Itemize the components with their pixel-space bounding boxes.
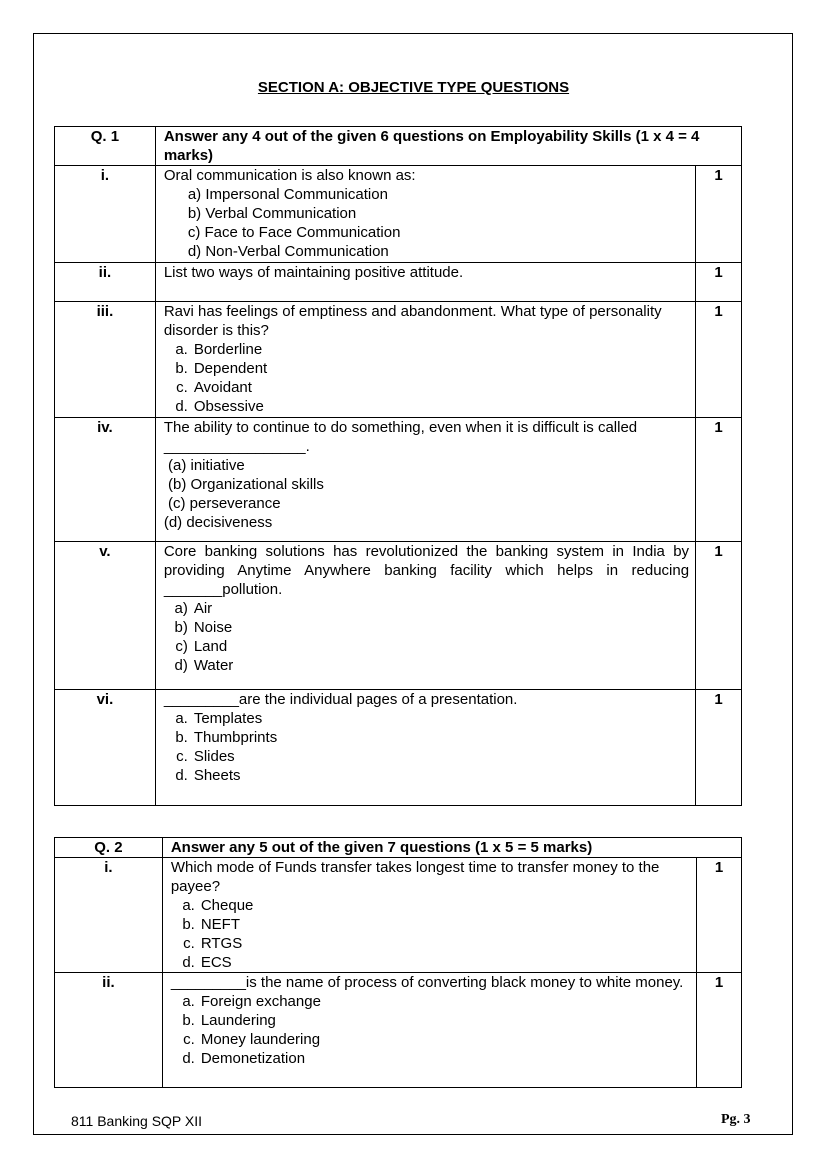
question-number: Q. 1: [55, 127, 156, 166]
option-letter: d.: [182, 954, 195, 971]
question-2-table: [54, 837, 742, 1088]
option: b) Verbal Communication: [187, 205, 357, 222]
table-row: [55, 302, 742, 418]
option-letter: d.: [175, 767, 188, 784]
question-text: The ability to continue to do something, even when it is difficult is called _________________.: [163, 419, 638, 455]
option: [164, 359, 695, 378]
item-number: v.: [55, 542, 156, 690]
option-letter: c.: [183, 1031, 195, 1048]
item-number: ii.: [55, 263, 156, 302]
option: [164, 378, 695, 397]
item-number: vi.: [55, 690, 156, 806]
option-text: Avoidant: [193, 379, 252, 396]
marks: 1: [697, 858, 742, 973]
table-row: [55, 418, 742, 542]
option-text: Water: [193, 657, 234, 674]
marks: 1: [696, 542, 742, 690]
option: [171, 915, 696, 934]
marks: 1: [696, 690, 742, 806]
option: c) Face to Face Communication: [187, 224, 401, 241]
question-heading: Answer any 5 out of the given 7 questions (1 x 5 = 5 marks): [162, 838, 741, 858]
option-text: ECS: [200, 954, 232, 971]
option: (b) Organizational skills: [163, 476, 324, 493]
question-1-header-row: [55, 127, 742, 166]
question-number: Q. 2: [55, 838, 163, 858]
option-letter: b.: [182, 1012, 195, 1029]
question-text: Oral communication is also known as:: [163, 167, 416, 184]
question-cell: [155, 302, 695, 418]
marks: 1: [697, 973, 742, 1088]
marks: 1: [696, 418, 742, 542]
item-number: iv.: [55, 418, 156, 542]
question-text: List two ways of maintaining positive attitude.: [163, 264, 464, 281]
option-letter: b): [174, 619, 188, 636]
marks: 1: [696, 302, 742, 418]
option: [164, 728, 695, 747]
option-text: RTGS: [200, 935, 243, 952]
table-row: [55, 542, 742, 690]
option: (c) perseverance: [163, 495, 281, 512]
option: [164, 747, 695, 766]
question-cell: [162, 858, 696, 973]
marks: 1: [696, 263, 742, 302]
option-letter: a): [174, 600, 188, 617]
option: [171, 1030, 696, 1049]
option: [171, 1049, 696, 1068]
question-cell: [155, 418, 695, 542]
option-text: Foreign exchange: [200, 993, 321, 1010]
table-row: [55, 263, 742, 302]
question-text: Which mode of Funds transfer takes longest time to transfer money to the payee?: [170, 859, 660, 895]
question-text: Ravi has feelings of emptiness and abandonment. What type of personality disorder is this?: [163, 303, 662, 339]
option-letter: b.: [175, 729, 188, 746]
option-text: Cheque: [200, 897, 254, 914]
question-cell: [162, 973, 696, 1088]
option-letter: a.: [175, 341, 188, 358]
footer-document-code: 811 Banking SQP XII: [71, 1113, 203, 1129]
table-row: [55, 973, 742, 1088]
question-text: _________is the name of process of converting black money to white money.: [170, 974, 684, 991]
option-text: NEFT: [200, 916, 240, 933]
option-letter: d): [174, 657, 188, 674]
option-letter: b.: [175, 360, 188, 377]
question-1-table: [54, 126, 742, 806]
option-letter: c.: [176, 379, 188, 396]
option-letter: a.: [182, 897, 195, 914]
option-text: Slides: [193, 748, 235, 765]
option-letter: a.: [182, 993, 195, 1010]
option-text: Demonetization: [200, 1050, 306, 1067]
option-text: Templates: [193, 710, 263, 727]
table-row: [55, 166, 742, 263]
option-text: Air: [193, 600, 213, 617]
option: d) Non-Verbal Communication: [187, 243, 389, 260]
item-number: ii.: [55, 973, 163, 1088]
question-cell: [155, 166, 695, 263]
question-text: Core banking solutions has revolutionized the banking system in India by providing Anytime Anywhere banking facility which helps in reducing _______pollution.: [163, 543, 690, 598]
option-letter: d.: [175, 398, 188, 415]
option: [164, 709, 695, 728]
option: [164, 599, 695, 618]
option-letter: b.: [182, 916, 195, 933]
option: (d) decisiveness: [163, 514, 273, 531]
option: [171, 896, 696, 915]
item-number: i.: [55, 858, 163, 973]
option: [171, 934, 696, 953]
option-letter: c.: [183, 935, 195, 952]
option: [171, 1011, 696, 1030]
option-letter: a.: [175, 710, 188, 727]
marks: 1: [696, 166, 742, 263]
item-number: i.: [55, 166, 156, 263]
option: [164, 637, 695, 656]
option-text: Obsessive: [193, 398, 264, 415]
option-text: Dependent: [193, 360, 268, 377]
option: (a) initiative: [163, 457, 245, 474]
option-text: Thumbprints: [193, 729, 278, 746]
option-letter: d.: [182, 1050, 195, 1067]
option-text: Land: [193, 638, 228, 655]
option: [164, 766, 695, 785]
option-text: Laundering: [200, 1012, 276, 1029]
table-row: [55, 858, 742, 973]
option-letter: c.: [176, 748, 188, 765]
option: [171, 992, 696, 1011]
option: [164, 340, 695, 359]
option-text: Borderline: [193, 341, 263, 358]
question-text: _________are the individual pages of a presentation.: [163, 691, 518, 708]
table-row: [55, 690, 742, 806]
footer-page-number: Pg. 3: [721, 1112, 751, 1127]
question-heading: Answer any 4 out of the given 6 questions on Employability Skills (1 x 4 = 4 marks): [155, 127, 741, 166]
item-number: iii.: [55, 302, 156, 418]
section-title: SECTION A: OBJECTIVE TYPE QUESTIONS: [257, 79, 570, 96]
option-text: Sheets: [193, 767, 241, 784]
option: [164, 618, 695, 637]
option: [164, 397, 695, 416]
question-2-header-row: [55, 838, 742, 858]
option-letter: c): [175, 638, 188, 655]
question-cell: [155, 542, 695, 690]
option: [171, 953, 696, 972]
option-text: Noise: [193, 619, 233, 636]
question-cell: [155, 690, 695, 806]
option: a) Impersonal Communication: [187, 186, 388, 203]
option: [164, 656, 695, 675]
option-text: Money laundering: [200, 1031, 321, 1048]
question-cell: [155, 263, 695, 302]
